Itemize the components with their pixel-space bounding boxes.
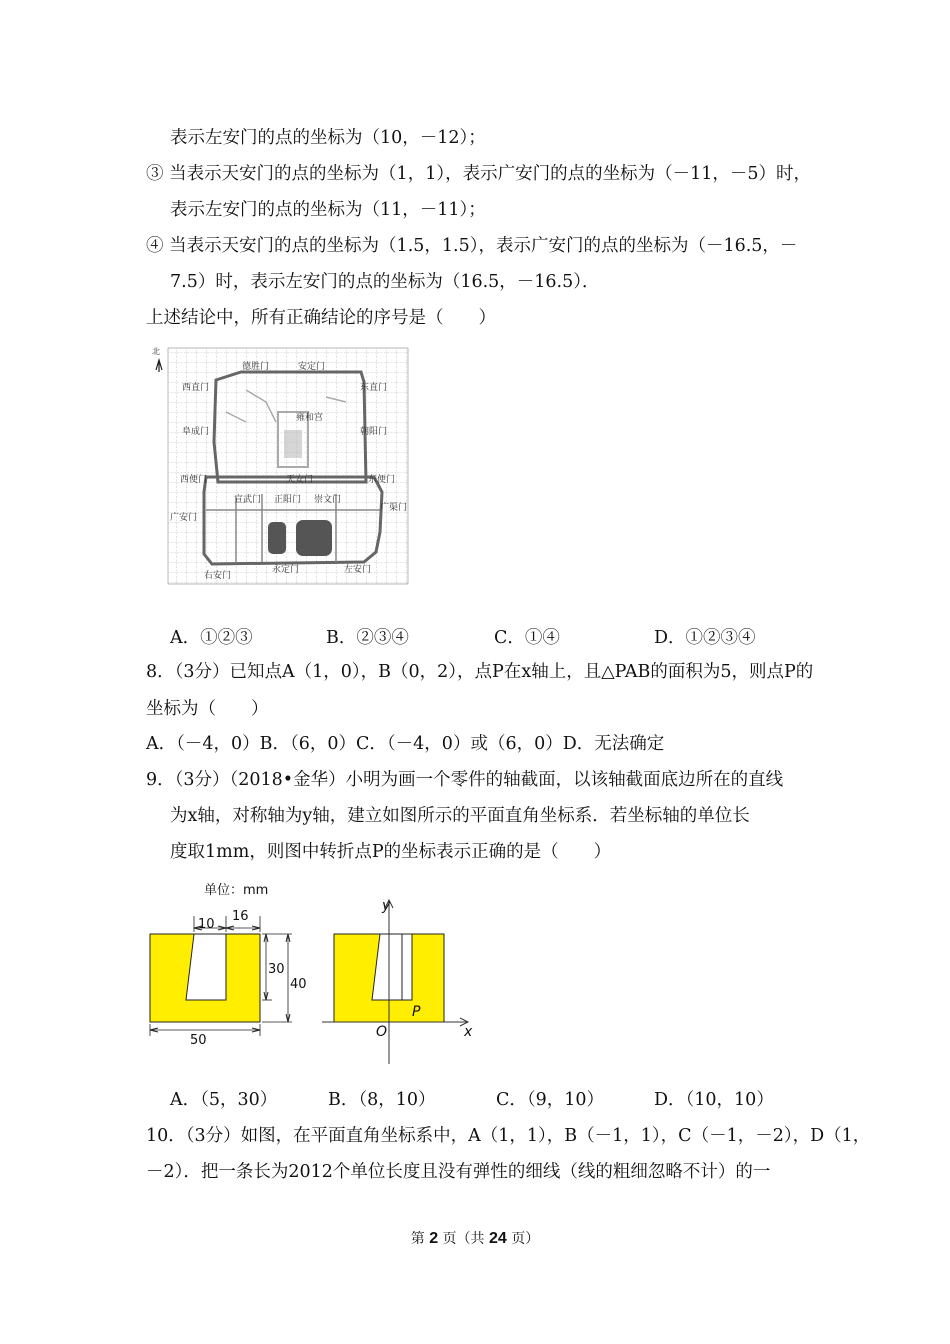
map-label-youanmen: 右安门 — [204, 571, 232, 581]
map-label-guangqumen: 广渠门 — [380, 503, 408, 513]
q7-option-c[interactable]: C．①④ — [494, 628, 560, 648]
dim-label-40: 40 — [290, 977, 307, 992]
footer-prefix: 第 — [410, 1231, 425, 1247]
axis-label-y: y — [382, 898, 391, 914]
map-label-guanganmen: 广安门 — [170, 513, 198, 523]
north-arrow-icon — [156, 360, 162, 372]
map-label-xuanwumen: 宣武门 — [234, 495, 262, 505]
q7-option-d[interactable]: D．①②③④ — [654, 628, 756, 648]
origin-label: O — [376, 1024, 388, 1040]
point-p-label: P — [412, 1004, 421, 1020]
dim-label-10: 10 — [198, 917, 215, 932]
q7-options — [170, 626, 810, 650]
q7-text-line-4: ④ 当表示天安门的点的坐标为（1.5，1.5），表示广安门的点的坐标为（－16.5，－ — [146, 236, 798, 256]
map-label-dongzhimen: 东直门 — [360, 383, 388, 393]
map-label-xizhimen: 西直门 — [182, 383, 210, 393]
q7-text-line-1: 表示左安门的点的坐标为（10，－12）； — [170, 128, 486, 148]
q9-text-line-3: 度取1mm，则图中转折点P的坐标表示正确的是（ ） — [170, 842, 612, 862]
q7-option-b[interactable]: B．②③④ — [326, 628, 409, 648]
axis-label-x: x — [464, 1024, 473, 1040]
map-label-dongbianmen: 东便门 — [368, 475, 396, 485]
q10-text-line-2: －2）．把一条长为2012个单位长度且没有弹性的细线（线的粗细忽略不计）的一 — [146, 1162, 771, 1182]
q7-text-line-6: 上述结论中，所有正确结论的序号是（ ） — [146, 308, 496, 328]
footer-mid: 页（共 — [442, 1231, 485, 1247]
footer-total-pages: 24 — [489, 1230, 507, 1247]
q7-text-line-3: 表示左安门的点的坐标为（11，－11）； — [170, 200, 486, 220]
footer-page-number: 2 — [429, 1230, 439, 1247]
q7-option-a[interactable]: A．①②③ — [170, 628, 253, 648]
map-label-deshengmen: 德胜门 — [242, 362, 270, 372]
map-label-chongwenmen: 崇文门 — [314, 495, 342, 505]
part-cross-section-left — [150, 934, 260, 1022]
q9-option-b[interactable]: B．（8，10） — [328, 1090, 436, 1110]
footer-suffix: 页） — [511, 1231, 540, 1247]
q9-option-d[interactable]: D．（10，10） — [654, 1090, 774, 1110]
map-label-zuoanmen: 左安门 — [344, 565, 372, 575]
q9-part-figure — [146, 876, 486, 1066]
map-label-yonghegong: 雍和宫 — [296, 413, 324, 423]
map-north-label: 北 — [152, 347, 160, 356]
q9-option-a[interactable]: A．（5，30） — [170, 1090, 278, 1110]
dim-label-30: 30 — [268, 962, 285, 977]
figure-unit-label: 单位：mm — [204, 883, 269, 898]
q10-text-line-1: 10．（3分）如图，在平面直角坐标系中，A（1，1），B（－1，1），C（－1，－2），D（1， — [146, 1126, 871, 1146]
map-label-fuchengmen: 阜成门 — [182, 427, 210, 437]
q9-options — [170, 1088, 810, 1112]
q7-text-line-2: ③ 当表示天安门的点的坐标为（1，1），表示广安门的点的坐标为（－11，－5）时， — [146, 164, 811, 184]
map-label-zhengyangmen: 正阳门 — [274, 495, 302, 505]
q8-text-line-2: 坐标为（ ） — [146, 699, 269, 719]
map-label-xibianmen: 西便门 — [180, 475, 208, 485]
dim-label-50: 50 — [190, 1033, 207, 1048]
map-label-yongdingmen: 永定门 — [272, 565, 300, 575]
page-footer — [0, 1228, 950, 1248]
beijing-map-figure — [146, 342, 416, 592]
q9-text-line-2: 为x轴，对称轴为y轴，建立如图所示的平面直角坐标系．若坐标轴的单位长 — [170, 806, 750, 826]
map-label-chaoyangmen: 朝阳门 — [360, 427, 388, 437]
q8-text-line-1: 8．（3分）已知点A（1，0），B（0，2），点P在x轴上，且△PAB的面积为5，则点P的 — [146, 662, 814, 682]
q9-option-c[interactable]: C．（9，10） — [496, 1090, 605, 1110]
q9-text-line-1: 9．（3分）（2018•金华）小明为画一个零件的轴截面，以该轴截面底边所在的直线 — [146, 770, 784, 790]
q7-text-line-5: 7.5）时，表示左安门的点的坐标为（16.5，－16.5）． — [170, 272, 600, 292]
map-label-tiananmen: 天安门 — [286, 475, 314, 485]
map-label-andingmen: 安定门 — [298, 362, 326, 372]
dim-label-16: 16 — [232, 909, 249, 924]
q8-text-line-3: A．（－4，0）B．（6，0）C．（－4，0）或（6，0）D．无法确定 — [146, 734, 665, 754]
